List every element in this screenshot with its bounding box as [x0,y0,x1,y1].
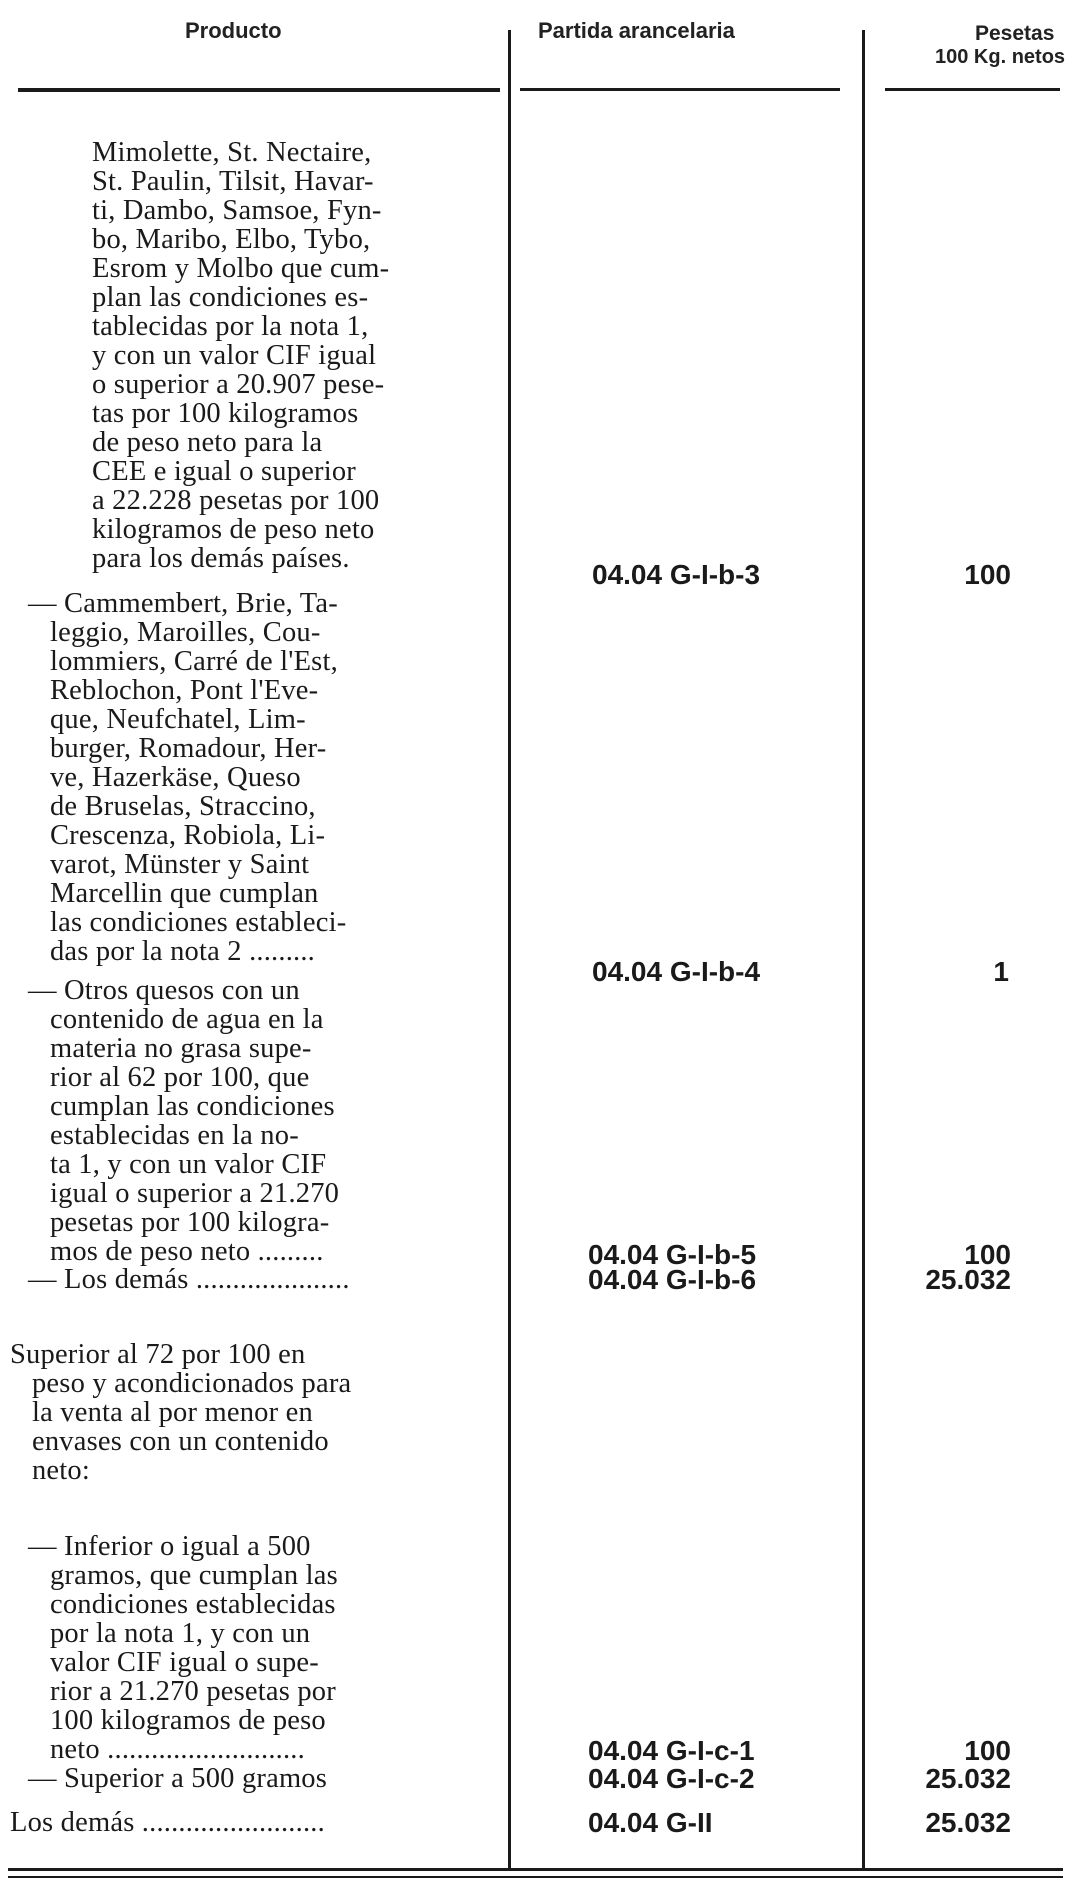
pesetas-value-g-i-b-6: 25.032 [925,1264,1011,1295]
bottom-rule-lower [8,1876,1063,1878]
product-text-los-demas-2: Los demás ......................... [10,1807,325,1838]
tariff-code-g-i-c-2: 04.04 G-I-c-2 [588,1763,755,1794]
header-tariff: Partida arancelaria [538,18,735,43]
tariff-code-g-ii: 04.04 G-II [588,1807,713,1838]
tariff-code-g-i-b-4: 04.04 G-I-b-4 [592,956,761,987]
header-pesetas-unit: 100 Kg. netos [935,46,1066,68]
product-text-los-demas-1: — Los demás ..................... [28,1264,350,1295]
pesetas-value-g-i-b-4: 1 [993,956,1009,987]
product-text-otros-quesos: — Otros quesos con un contenido de agua en la materia no grasa supe- rior al 62 por 100, que cumplan las condiciones establecidas en la no- ta 1, y con un valor CIF igual o superior a 21.270 pesetas por 100 kilogra- mos de peso neto ......... [28,975,340,1267]
tariff-code-g-i-c-1: 04.04 G-I-c-1 [588,1735,755,1766]
pesetas-value-g-i-b-3: 100 [964,559,1011,590]
bottom-rule-upper [8,1868,1063,1871]
pesetas-value-g-i-c-2: 25.032 [925,1763,1011,1794]
tariff-code-g-i-b-3: 04.04 G-I-b-3 [592,559,761,590]
product-text-superior-500: — Superior a 500 gramos [28,1763,328,1794]
tariff-code-g-i-b-6: 04.04 G-I-b-6 [588,1264,757,1295]
header-product: Producto [185,18,282,43]
column-divider-right [862,30,865,1870]
pesetas-value-g-i-c-1: 100 [964,1735,1011,1766]
product-text-cammembert: — Cammembert, Brie, Ta- leggio, Maroilles, Cou- lommiers, Carré de l'Est, Reblochon, Pont l'Eve- que, Neufchatel, Lim- burger, Romadour, Her- ve, Hazerkäse, Queso de Bruselas, Straccino, Crescenza, Robiola, Li- varot, Münster y Saint Marcellin que cumplan las condiciones estableci- das por la nota 2 ......... [28,588,347,967]
header-rule-pesetas [885,88,1060,91]
pesetas-value-g-ii: 25.032 [925,1807,1011,1838]
column-divider-left [508,30,511,1870]
header-pesetas: Pesetas [975,22,1055,45]
tariff-code-g-i-b-5: 04.04 G-I-b-5 [588,1239,757,1270]
header-rule-tariff [520,88,840,91]
pesetas-value-g-i-b-5: 100 [964,1239,1011,1270]
product-text-inferior-500: — Inferior o igual a 500 gramos, que cumplan las condiciones establecidas por la nota 1, y con un valor CIF igual o supe- rior a 21.270 pesetas por 100 kilogramos de peso neto ........................... [28,1531,338,1765]
header-rule-product [18,88,500,92]
product-text-superior-72: Superior al 72 por 100 en peso y acondicionados para la venta al por menor en envases con un contenido neto: [10,1339,352,1486]
product-text-mimolette: Mimolette, St. Nectaire, St. Paulin, Tilsit, Havar- ti, Dambo, Samsoe, Fyn- bo, Maribo, Elbo, Tybo, Esrom y Molbo que cum- plan las condiciones es- tablecidas por la nota 1, y con un valor CIF igual o superior a 20.907 pese- tas por 100 kilogramos de peso neto para la CEE e igual o superior a 22.228 pesetas por 100 kilogramos de peso neto para los demás países. [92,137,390,574]
